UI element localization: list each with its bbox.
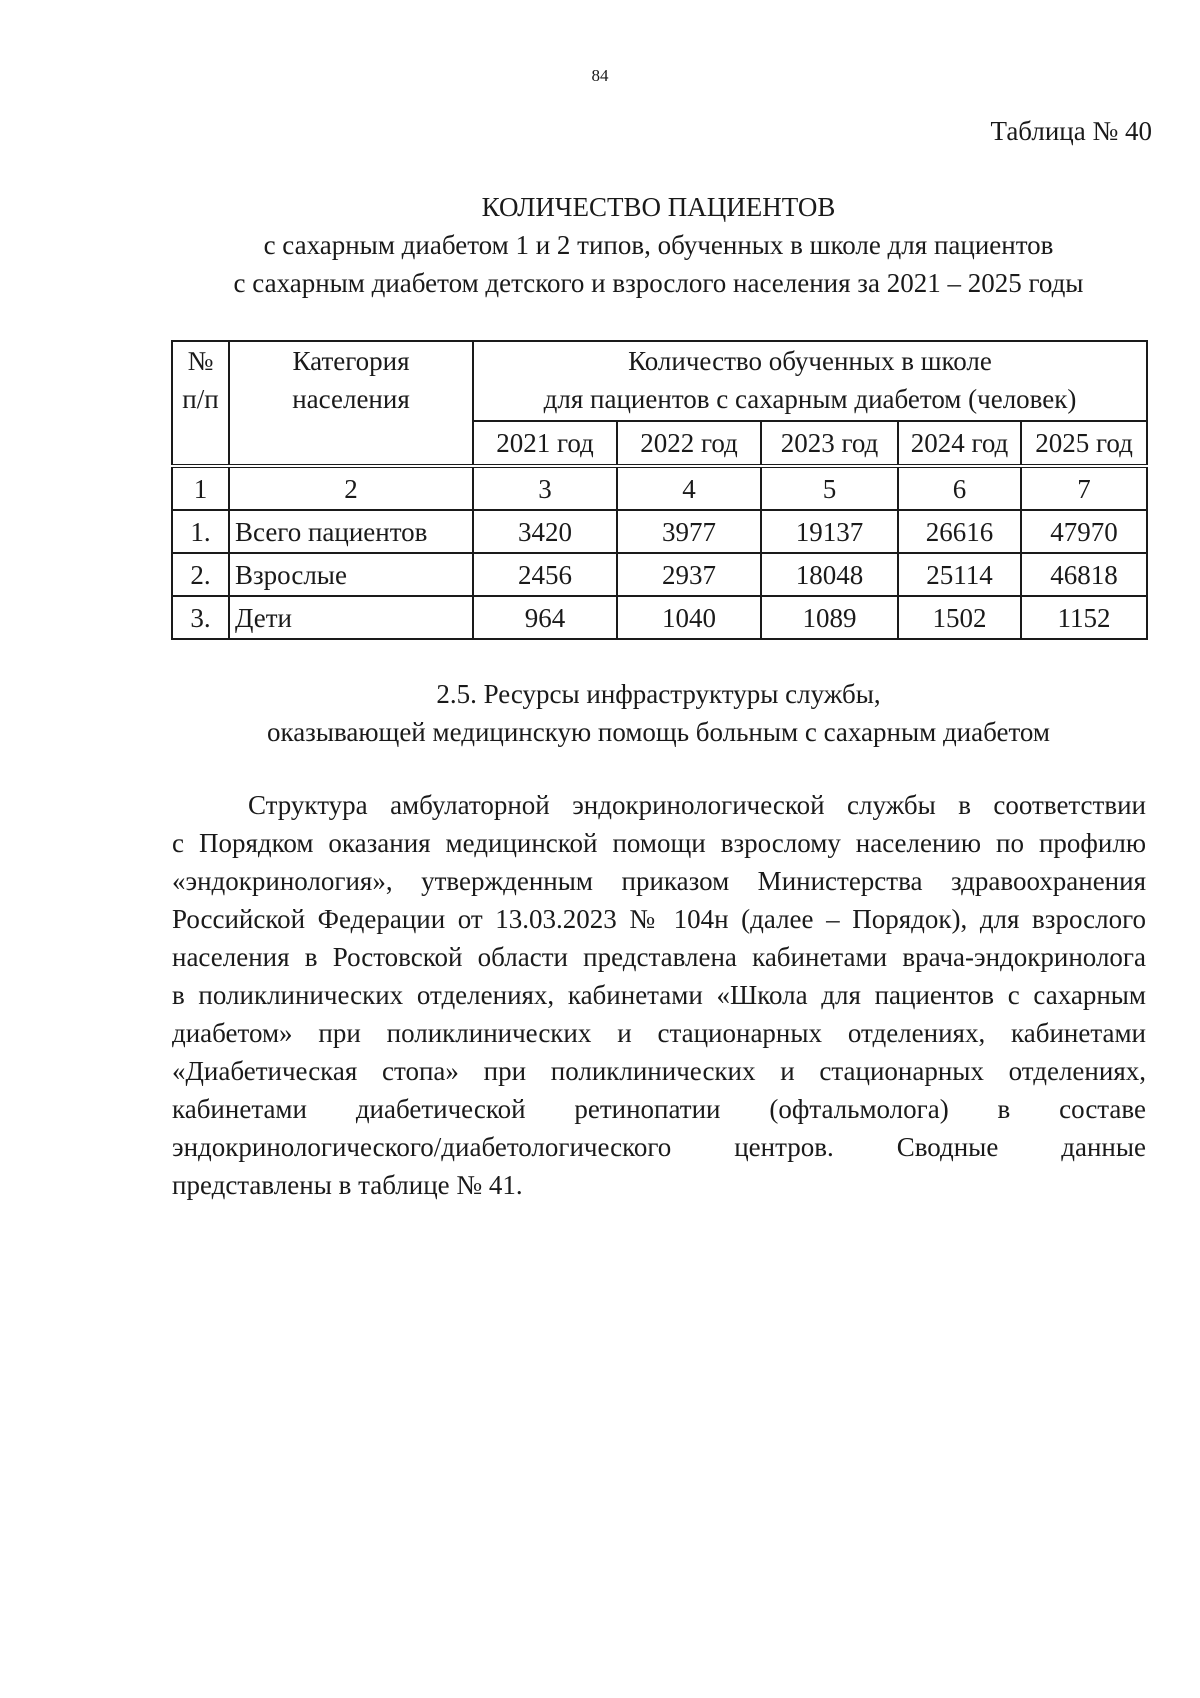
row-num: 3.	[172, 596, 229, 639]
header-year: 2021 год	[473, 421, 617, 466]
row-category: Всего пациентов	[229, 510, 473, 553]
patients-table	[171, 340, 1148, 640]
table-header-row	[172, 341, 1147, 421]
page-number: 84	[591, 66, 609, 85]
table-title	[171, 188, 1146, 302]
paragraph-line: «эндокринология», утвержденным приказом Министерства здравоохранения	[172, 866, 1146, 896]
row-value: 2937	[617, 553, 761, 596]
row-value: 1089	[761, 596, 898, 639]
section-heading-line-1: 2.5. Ресурсы инфраструктуры службы,	[436, 679, 881, 709]
row-value: 1040	[617, 596, 761, 639]
table-row	[172, 596, 1147, 639]
row-value: 19137	[761, 510, 898, 553]
table-column-numbers-row	[172, 466, 1147, 510]
row-num: 2.	[172, 553, 229, 596]
column-number: 1	[172, 466, 229, 510]
paragraph-line: в поликлинических отделениях, кабинетами «Школа для пациентов с сахарным	[172, 980, 1146, 1010]
paragraph-line: эндокринологического/диабетологического центров. Сводные данные	[172, 1132, 1146, 1162]
row-value: 25114	[898, 553, 1021, 596]
paragraph-line: «Диабетическая стопа» при поликлинических и стационарных отделениях,	[172, 1056, 1146, 1086]
paragraph-line: диабетом» при поликлинических и стационарных отделениях, кабинетами	[172, 1018, 1146, 1048]
row-value: 3420	[473, 510, 617, 553]
header-year: 2024 год	[898, 421, 1021, 466]
row-value: 26616	[898, 510, 1021, 553]
header-year: 2023 год	[761, 421, 898, 466]
row-value: 1502	[898, 596, 1021, 639]
title-line-3: с сахарным диабетом детского и взрослого населения за 2021 – 2025 годы	[233, 268, 1084, 298]
title-line-2: с сахарным диабетом 1 и 2 типов, обученных в школе для пациентов	[263, 230, 1054, 260]
header-year: 2025 год	[1021, 421, 1147, 466]
paragraph-line: Российской Федерации от 13.03.2023 № 104н (далее – Порядок), для взрослого	[172, 904, 1146, 934]
header-group: Количество обученных в школе для пациентов с сахарным диабетом (человек)	[473, 341, 1147, 421]
row-value: 18048	[761, 553, 898, 596]
column-number: 5	[761, 466, 898, 510]
section-heading-line-2: оказывающей медицинскую помощь больным с сахарным диабетом	[266, 717, 1050, 747]
paragraph-line: с Порядком оказания медицинской помощи взрослому населению по профилю	[172, 828, 1146, 858]
row-category: Взрослые	[229, 553, 473, 596]
table-row	[172, 553, 1147, 596]
row-value: 46818	[1021, 553, 1147, 596]
column-number: 2	[229, 466, 473, 510]
row-value: 2456	[473, 553, 617, 596]
row-category: Дети	[229, 596, 473, 639]
paragraph-line: кабинетами диабетической ретинопатии (офтальмолога) в составе	[172, 1094, 1146, 1124]
column-number: 3	[473, 466, 617, 510]
body-paragraph	[172, 786, 1146, 1204]
row-value: 964	[473, 596, 617, 639]
column-number: 4	[617, 466, 761, 510]
row-value: 1152	[1021, 596, 1147, 639]
table-caption: Таблица № 40	[990, 116, 1152, 146]
section-heading	[171, 675, 1146, 751]
header-num: № п/п	[172, 341, 229, 466]
column-number: 7	[1021, 466, 1147, 510]
header-category: Категория населения	[229, 341, 473, 466]
paragraph-line: населения в Ростовской области представлена кабинетами врача-эндокринолога	[172, 942, 1146, 972]
paragraph-line: Структура амбулаторной эндокринологической службы в соответствии	[248, 790, 1146, 820]
row-num: 1.	[172, 510, 229, 553]
column-number: 6	[898, 466, 1021, 510]
paragraph-line: представлены в таблице № 41.	[172, 1170, 523, 1200]
title-line-1: КОЛИЧЕСТВО ПАЦИЕНТОВ	[481, 192, 836, 222]
table-row	[172, 510, 1147, 553]
row-value: 47970	[1021, 510, 1147, 553]
header-year: 2022 год	[617, 421, 761, 466]
row-value: 3977	[617, 510, 761, 553]
